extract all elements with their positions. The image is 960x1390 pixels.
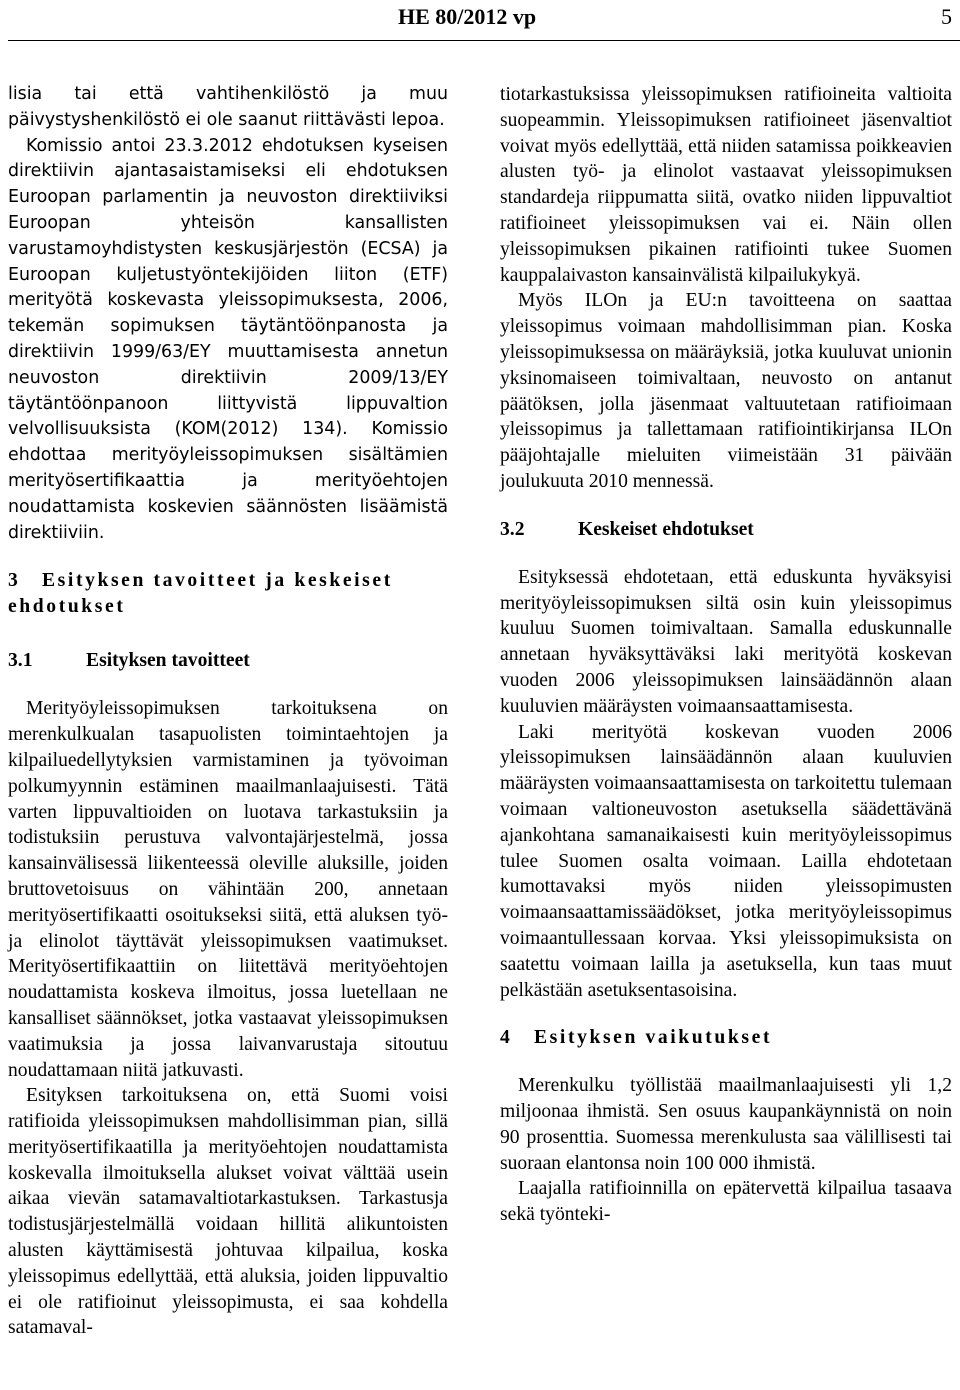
paragraph: Myös ILOn ja EU:n tavoitteena on saattaa yleissopimus voimaan mahdollisimman pian. Koska yleissopimuksessa on määräyksiä, jotka kuuluvat unionin yksinomaiseen toimivaltaan, neuvosto on antanut päätöksen, jolla jäsenmaat valtuutetaan ratifioimaan yleissopimus ja tallettamaan ratifiointikirjansa ILOn pääjohtajalle mieluiten viimeistään 31 päivään joulukuuta 2010 mennessä. bbox=[500, 290, 952, 492]
spacer bbox=[8, 546, 448, 568]
spacer bbox=[8, 674, 448, 696]
section-title: Keskeiset ehdotukset bbox=[578, 518, 754, 540]
paragraph: lisia tai että vahtihenkilöstö ja muu päivystyshenkilöstö ei ole saanut riittävästi lepoa. bbox=[8, 84, 448, 130]
section-title: Esityksen tavoitteet ja keskeiset ehdotukset bbox=[8, 570, 393, 618]
section-title: Esityksen vaikutukset bbox=[534, 1027, 773, 1049]
spacer bbox=[500, 495, 952, 517]
section-heading-3 bbox=[8, 568, 448, 620]
section-heading-3-2 bbox=[500, 517, 952, 543]
section-number: 4 bbox=[500, 1027, 510, 1049]
document-id: HE 80/2012 vp bbox=[398, 4, 537, 29]
section-number: 3.1 bbox=[8, 650, 33, 672]
paragraph: Laki merityötä koskevan vuoden 2006 yleissopimuksen lainsäädännön alaan kuuluvien määräysten voimaansaattamisesta on tarkoitettu tulemaan voimaan valtioneuvoston asetuksella säädettävänä ajankohtana samanaikaisesti kuin merityöyleissopimus tulee Suomen osalta voimaan. Lailla ehdotetaan kumottavaksi myös niiden yleissopimusten voimaansaattamissäädökset, jotka merityöyleissopimus voimaantullessaan korvaa. Yksi yleissopimuksista on saatettu voimaan lailla ja asetuksella, kun taas muut pelkästään asetuksentasoisina. bbox=[500, 721, 952, 1001]
paragraph: Merenkulku työllistää maailmanlaajuisesti yli 1,2 miljoonaa ihmistä. Sen osuus kaupankäynnistä on noin 90 prosenttia. Suomessa merenkulusta saa välillisesti tai suoraan elantonsa noin 100 000 ihmistä. bbox=[500, 1075, 952, 1174]
paragraph: Merityöyleissopimuksen tarkoituksena on merenkulkualan tasapuolisten toimintaehtojen ja kilpailuedellytyksien varmistaminen ja työvoiman polkumyynnin estäminen maailmanlaajuisesti. Tätä varten lippuvaltioiden on luotava tarkastuksiin ja todistuksiin perustuva valvontajärjestelmä, jossa kansainvälisessä liikenteessä oleville aluksille, joiden bruttovetoisuus on vähintään 200, annetaan merityösertifikaatti osoitukseksi siitä, että aluksen työ- ja elinolot täyttävät yleissopimuksen vaatimukset. Merityösertifikaattiin on liitettävä merityöehtojen noudattamista koskeva ilmoitus, jossa luetellaan ne kansalliset säännökset, jotka vastaavat yleissopimuksen vaatimuksia ja jossa laivanvarustaja sitoutuu noudattamaan niitä jatkuvasti. bbox=[8, 698, 448, 1081]
paragraph: Komissio antoi 23.3.2012 ehdotuksen kyseisen direktiivin ajantasaistamiseksi eli ehdotuksen Euroopan parlamentin ja neuvoston direktiiviksi Euroopan yhteisön kansallisten varustamoyhdistysten keskusjärjestön (ECSA) ja Euroopan kuljetustyöntekijöiden liiton (ETF) merityötä koskevasta yleissopimuksesta, 2006, tekemän sopimuksen täytäntöönpanosta ja direktiivin 1999/63/EY muuttamisesta annetun neuvoston direktiivin 2009/13/EY täytäntöönpanoon liittyvistä lippuvaltion velvollisuuksista (KOM(2012) 134). Komissio ehdottaa merityöyleissopimuksen sisältämien merityösertifikaattia ja merityöehtojen noudattamista koskevien säännösten lisäämistä direktiiviin. bbox=[8, 135, 448, 543]
header-rule bbox=[8, 40, 960, 41]
section-number: 3 bbox=[8, 570, 18, 592]
page-number: 5 bbox=[941, 4, 952, 29]
spacer bbox=[8, 620, 448, 648]
right-column bbox=[500, 82, 952, 1228]
spacer bbox=[500, 543, 952, 565]
section-number: 3.2 bbox=[500, 518, 525, 540]
paragraph: Esityksessä ehdotetaan, että eduskunta hyväksyisi merityöyleissopimuksen siltä osin kuin yleissopimus kuuluu Suomen toimivaltaan. Samalla eduskunnalle annetaan hyväksyttäväksi laki merityötä koskevan vuoden 2006 yleissopimuksen lainsäädännön alaan kuuluvien määräysten voimaansaattamisesta. bbox=[500, 566, 952, 717]
spacer bbox=[500, 1003, 952, 1025]
spacer bbox=[500, 1051, 952, 1073]
page-header bbox=[0, 0, 960, 40]
section-title: Esityksen tavoitteet bbox=[86, 650, 250, 672]
section-heading-4 bbox=[500, 1025, 952, 1051]
left-column bbox=[8, 82, 448, 1341]
paragraph: tiotarkastuksissa yleissopimuksen ratifioineita valtioita suopeammin. Yleissopimuksen ratifioineet jäsenvaltiot voivat myös edellyttää, että niiden satamissa poikkeavien alusten työ- ja elinolot vastaavat yleissopimuksen standardeja riippumatta siitä, ovatko niiden lippuvaltiot ratifioineet yleissopimuksen vai ei. Näin ollen yleissopimuksen pikainen ratifiointi tukee Suomen kauppalaivaston kansainvälistä kilpailukykyä. bbox=[500, 84, 952, 286]
section-heading-3-1 bbox=[8, 648, 448, 674]
paragraph: Esityksen tarkoituksena on, että Suomi voisi ratifioida yleissopimuksen mahdollisimman pian, sillä merityösertifikaatilla ja merityöehtojen noudattamista koskevalla ilmoituksella alukset voivat välttää usein aikaa vievän satamavaltiotarkastuksen. Tarkastusja todistusjärjestelmällä voidaan hillitä alikuntoisten alusten käyttämisestä johtuvaa kilpailua, koska yleissopimus edellyttää, että aluksia, joiden lippuvaltio ei ole ratifioinut yleissopimusta, ei saa kohdella satamaval- bbox=[8, 1085, 448, 1339]
paragraph: Laajalla ratifioinnilla on epätervettä kilpailua tasaava sekä työnteki- bbox=[500, 1178, 952, 1226]
